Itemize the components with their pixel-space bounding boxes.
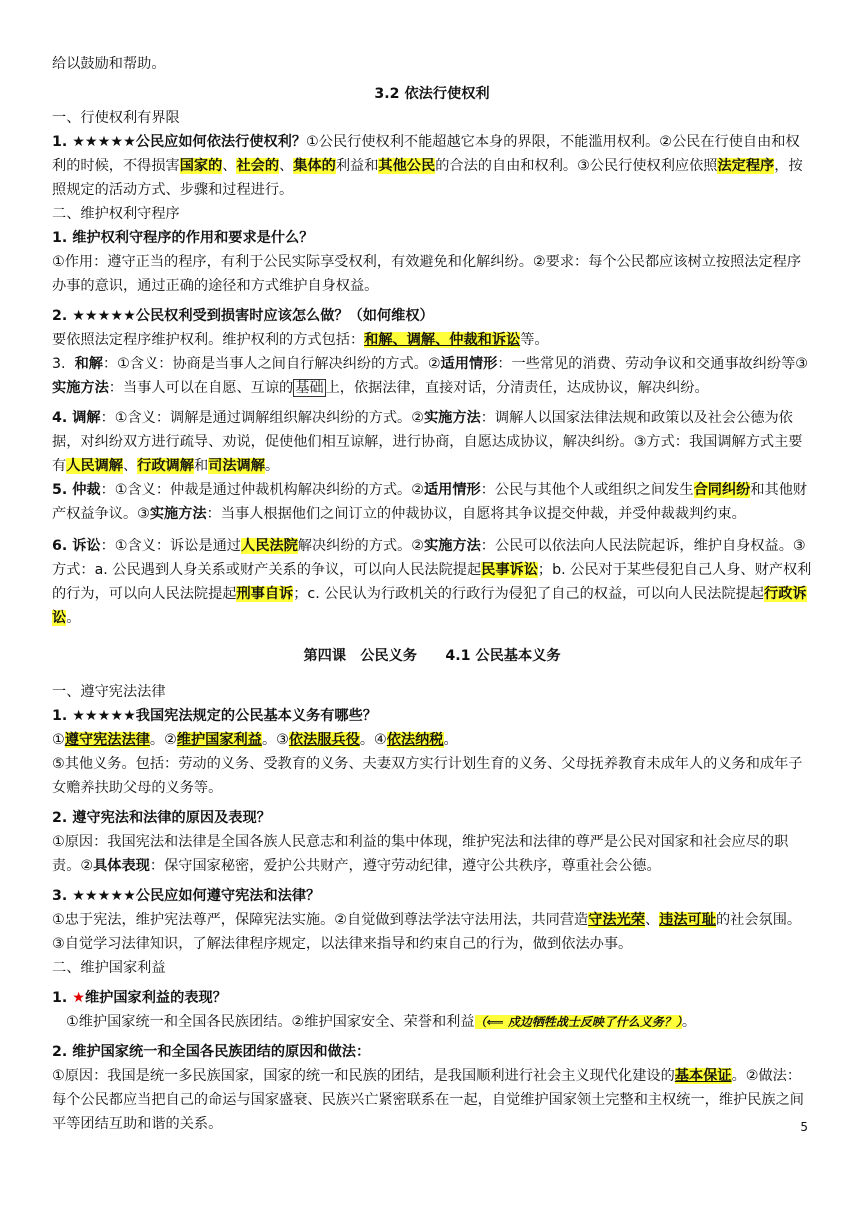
highlight-keyword: 人民调解	[66, 458, 123, 474]
paragraph-continuation: 给以鼓励和帮助。	[52, 56, 166, 72]
highlight-keyword: 依法服兵役	[288, 732, 360, 748]
highlight-keyword: 依法纳税	[386, 732, 444, 748]
item-mediation: 4. 调解：①含义：调解是通过调解组织解决纠纷的方式。②实施方法：调解人以国家法律法规和政策以及社会公德为依据，对纠纷双方进行疏导、劝说，促使他们相互谅解，进行协商，自愿达成协议，解决纠纷。③方式：我国调解方式主要有人民调解、行政调解和司法调解。	[52, 410, 803, 474]
highlight-keyword: 国家的	[179, 158, 223, 174]
highlight-keyword: 守法光荣	[588, 912, 645, 928]
duties-list: ①遵守宪法法律。②维护国家利益。③依法服兵役。④依法纳税。	[52, 732, 458, 748]
answer-text: ①原因：我国宪法和法律是全国各族人民意志和利益的集中体现，维护宪法和法律的尊严是公民对国家和社会应尽的职责。②具体表现：保守国家秘密，爱护公共财产，遵守劳动纪律，遵守公共秩序，尊重社会公德。	[52, 834, 789, 874]
highlight-keyword: 集体的	[293, 158, 336, 174]
highlight-keyword: 维护国家利益	[176, 732, 262, 748]
question-exercise-rights: 1. ★★★★★公民应如何依法行使权利？①公民行使权利不能超越它本身的界限，不能滥用权利。②公民在行使自由和权利的时候，不得损害国家的、社会的、集体的利益和其他公民的合法的自由和权利。③公民行使权利应依照法定程序，按照规定的活动方式、步骤和过程进行。	[52, 134, 803, 198]
page-number: 5	[800, 1120, 808, 1134]
note-arrow-annotation: （⟸ 戍边牺牲战士反映了什么义务？）	[474, 1015, 682, 1029]
answer-text: ①作用：遵守正当的程序，有利于公民实际享受权利，有效避免和化解纠纷。②要求：每个公民都应该树立按照法定程序办事的意识，通过正确的途径和方式维护自身权益。	[52, 254, 802, 294]
highlight-keyword: 基本保证	[674, 1068, 732, 1084]
highlight-keyword: 行政调解	[137, 458, 194, 474]
highlight-keyword: 社会的	[236, 158, 280, 174]
highlight-keyword: 司法调解	[208, 458, 265, 474]
subheading-obey-law: 一、遵守宪法法律	[52, 684, 166, 700]
item-litigation: 6. 诉讼：①含义：诉讼是通过人民法院解决纠纷的方式。②实施方法：公民可以依法向人民法院起诉，维护自身权益。③方式：a. 公民遇到人身关系或财产关系的争议，可以向人民法院提起民事诉讼；b. 公民对于某些侵犯自己人身、财产权利的行为，可以向人民法院提起刑事自诉；c. 公民认为行政机关的行政行为侵犯了自己的权益，可以向人民法院提起行政诉讼。	[52, 538, 812, 626]
question-how-to-protect: 2. ★★★★★公民权利受到损害时应该怎么做？（如何维权） 要依照法定程序维护权利。维护权利的方式包括：和解、调解、仲裁和诉讼等。	[52, 308, 549, 348]
answer-text: ①维护国家统一和全国各民族团结。②维护国家安全、荣誉和利益（⟸ 戍边牺牲战士反映了什么义务？）。	[66, 1014, 697, 1030]
question-title: 1. 维护权利守程序的作用和要求是什么？	[52, 230, 314, 246]
question-title: 2. ★★★★★公民权利受到损害时应该怎么做？（如何维权）	[52, 308, 434, 324]
boxed-word: 基础	[295, 380, 324, 396]
question-title: 2. 遵守宪法和法律的原因及表现？	[52, 810, 271, 826]
answer-text: ⑤其他义务。包括：劳动的义务、受教育的义务、夫妻双方实行计划生育的义务、父母抚养教育未成年人的义务和成年子女赡养扶助父母的义务等。	[52, 756, 803, 796]
section-title-3-2: 3.2 依法行使权利	[374, 86, 490, 102]
highlight-keyword: 民事诉讼	[481, 562, 538, 578]
question-title: 3. ★★★★★公民应如何遵守宪法和法律？	[52, 888, 321, 904]
question-title: 1. ★维护国家利益的表现？	[52, 990, 227, 1006]
lesson-title: 第四课 公民义务 4.1 公民基本义务	[303, 648, 561, 664]
answer-text: ①忠于宪法，维护宪法尊严，保障宪法实施。②自觉做到尊法学法守法用法，共同营造守法光荣、违法可耻的社会氛围。③自觉学习法律知识，了解法律程序规定，以法律来指导和约束自己的行为，做到依法办事。	[52, 912, 802, 952]
subheading-national-interest: 二、维护国家利益	[52, 960, 166, 976]
star-icon: ★	[72, 990, 85, 1006]
item-arbitration: 5. 仲裁：①含义：仲裁是通过仲裁机构解决纠纷的方式。②适用情形：公民与其他个人或组织之间发生合同纠纷和其他财产权益争议。③实施方法：当事人根据他们之间订立的仲裁协议，自愿将其争议提交仲裁，并受仲裁裁判约束。	[52, 482, 808, 522]
highlight-keyword: 人民法院	[241, 538, 298, 554]
question-title: 1. ★★★★★公民应如何依法行使权利？	[52, 134, 307, 150]
answer-text: ①原因：我国是统一多民族国家，国家的统一和民族的团结，是我国顺利进行社会主义现代化建设的基本保证。②做法：每个公民都应当把自己的命运与国家盛衰、民族兴亡紧密联系在一起，自觉维护国家领土完整和主权统一，维护民族之间平等团结互助和谐的关系。	[52, 1068, 804, 1132]
highlight-keyword: 遵守宪法法律	[64, 732, 150, 748]
highlight-keyword: 和解、调解、仲裁和诉讼	[364, 332, 521, 348]
highlight-keyword: 行政诉讼	[52, 586, 807, 626]
highlight-keyword: 刑事自诉	[236, 586, 294, 602]
item-reconciliation: 3. 和解：①含义：协商是当事人之间自行解决纠纷的方式。②适用情形：一些常见的消费、劳动争议和交通事故纠纷等③实施方法：当事人可以在自愿、互谅的 基础 上，依据法律，直接对话，分清责任，达成协议，解决纠纷。	[52, 356, 808, 396]
highlight-keyword: 法定程序	[717, 158, 775, 174]
subheading-procedure: 二、维护权利守程序	[52, 206, 180, 222]
question-title: 2. 维护国家统一和全国各民族团结的原因和做法：	[52, 1044, 371, 1060]
document-page	[52, 52, 812, 1136]
highlight-keyword: 合同纠纷	[693, 482, 751, 498]
highlight-keyword: 违法可耻	[659, 912, 716, 928]
highlight-keyword: 其他公民	[378, 158, 436, 174]
question-title: 1. ★★★★★我国宪法规定的公民基本义务有哪些？	[52, 708, 377, 724]
subheading-rights-limits: 一、行使权利有界限	[52, 110, 180, 126]
